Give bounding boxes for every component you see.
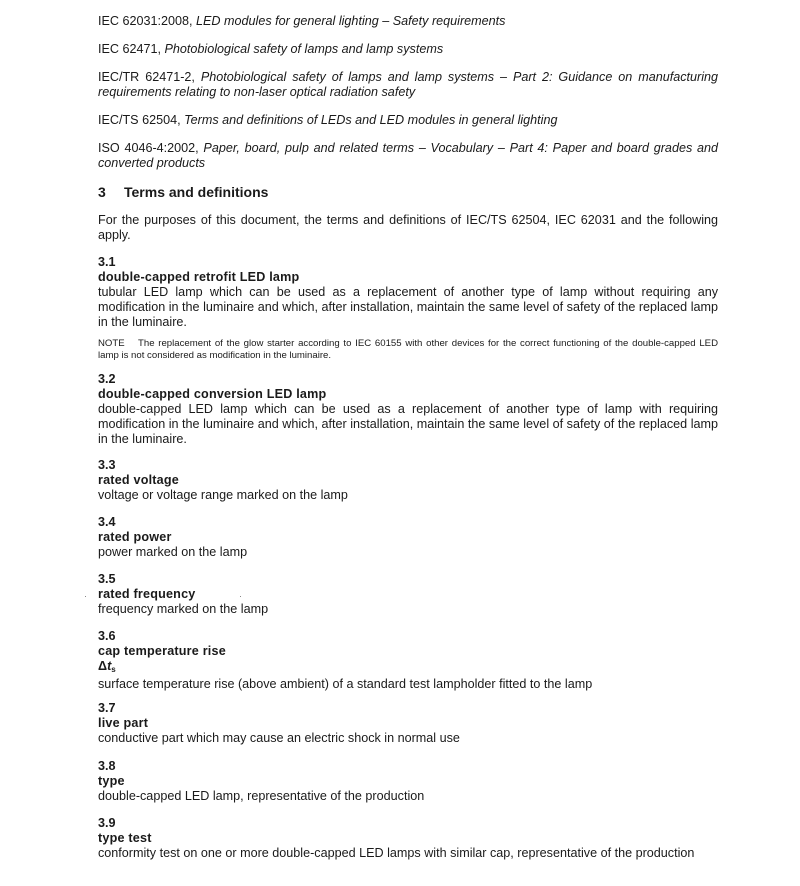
reference-iec-62471: [98, 42, 718, 57]
term-definition: surface temperature rise (above ambient) of a standard test lampholder fitted to the lamp: [98, 677, 593, 691]
note-text: The replacement of the glow starter according to IEC 60155 with other devices for the correct functioning of the double-capped LED lamp is not considered as modification in the luminaire.: [98, 338, 718, 361]
term-definition: conformity test on one or more double-capped LED lamps with similar cap, representative of the production: [98, 846, 695, 860]
note-label: NOTE: [98, 338, 125, 349]
section-intro: For the purposes of this document, the terms and definitions of IEC/TS 62504, IEC 62031 and the following apply.: [98, 213, 718, 242]
reference-iec-tr-62471-2: [98, 70, 718, 100]
term-name: live part: [98, 716, 149, 730]
reference-code: IEC/TS 62504,: [98, 113, 185, 127]
scan-speck: [240, 596, 241, 597]
term-number: 3.7: [98, 701, 116, 715]
term-3-1: [98, 255, 718, 362]
term-definition: voltage or voltage range marked on the lamp: [98, 488, 348, 502]
term-definition: double-capped LED lamp, representative of the production: [98, 789, 425, 803]
reference-title: Photobiological safety of lamps and lamp systems – Part 2: Guidance on manufacturing requirements relating to non-laser optical radiation safety: [98, 70, 719, 99]
reference-iec-ts-62504: [98, 113, 718, 128]
reference-title: Photobiological safety of lamps and lamp systems: [164, 42, 444, 56]
term-3-7: [98, 701, 718, 746]
term-name: rated power: [98, 530, 172, 544]
section-title: Terms and definitions: [124, 184, 269, 200]
term-name: double-capped conversion LED lamp: [98, 387, 327, 401]
reference-iec-62031: [98, 14, 718, 29]
delta-symbol: Δ: [98, 659, 108, 673]
term-number: 3.1: [98, 255, 116, 269]
term-name: rated voltage: [98, 473, 179, 487]
symbol-variable: t: [107, 659, 112, 673]
section-number: 3: [98, 184, 106, 200]
term-number: 3.8: [98, 759, 116, 773]
term-definition: power marked on the lamp: [98, 545, 248, 559]
term-number: 3.9: [98, 816, 116, 830]
reference-code: IEC/TR 62471-2,: [98, 70, 201, 84]
term-name: cap temperature rise: [98, 644, 226, 658]
term-number: 3.6: [98, 629, 116, 643]
term-3-6: [98, 629, 718, 692]
term-name: rated frequency: [98, 587, 196, 601]
reference-title: Terms and definitions of LEDs and LED modules in general lighting: [184, 113, 558, 127]
term-3-4: [98, 515, 718, 560]
term-3-5: [98, 572, 718, 617]
section-heading: [98, 184, 268, 201]
reference-code: ISO 4046-4:2002,: [98, 141, 204, 155]
term-definition: tubular LED lamp which can be used as a replacement of another type of lamp without requiring any modification in the luminaire and which, after installation, maintain the same level of safety of the replaced lamp in the luminaire.: [98, 285, 718, 329]
term-number: 3.4: [98, 515, 116, 529]
term-name: type test: [98, 831, 152, 845]
reference-title: LED modules for general lighting – Safety requirements: [196, 14, 506, 28]
reference-iso-4046-4: [98, 141, 718, 171]
term-definition: double-capped LED lamp which can be used as a replacement of another type of lamp with requiring modification in the luminaire and which, after installation, maintain the same level of safety of the replaced lamp in the luminaire.: [98, 402, 718, 446]
term-number: 3.2: [98, 372, 116, 386]
term-3-2: [98, 372, 718, 447]
term-3-3: [98, 458, 718, 503]
term-3-8: [98, 759, 718, 804]
term-note: [98, 338, 718, 362]
term-symbol: [98, 659, 718, 677]
term-name: type: [98, 774, 125, 788]
term-definition: conductive part which may cause an electric shock in normal use: [98, 731, 460, 745]
reference-code: IEC 62471,: [98, 42, 165, 56]
term-number: 3.5: [98, 572, 116, 586]
term-name: double-capped retrofit LED lamp: [98, 270, 300, 284]
symbol-subscript: s: [111, 665, 116, 674]
term-number: 3.3: [98, 458, 116, 472]
term-3-9: [98, 816, 718, 861]
reference-title: Paper, board, pulp and related terms – Vocabulary – Part 4: Paper and board grades and converted products: [98, 141, 718, 170]
reference-code: IEC 62031:2008,: [98, 14, 197, 28]
term-definition: frequency marked on the lamp: [98, 602, 269, 616]
scan-speck: [85, 596, 86, 597]
